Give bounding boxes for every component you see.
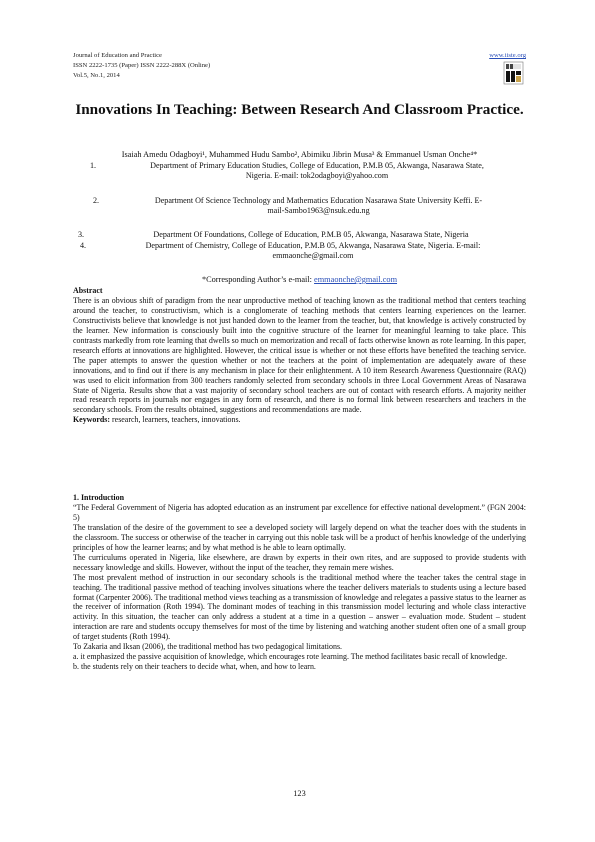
affiliation-line: Department of Primary Education Studies, College of Education, P.M.B 05, Akwanga, Nasarawa State,: [150, 161, 484, 170]
intro-paragraph: The most prevalent method of instruction in our secondary schools is the traditional method where the teacher takes the central stage in teaching. The traditional passive method of teaching involves situations where the teacher delivers materials to students using a lecture based format (Carpenter 2006). The traditional method views teaching as a transmission of knowledge and relegates a passive status to the learner as the receiver of information (Roth 1994). The dominant modes of teaching in this transmission model lecturing and whole class interactive activity. In this situation, the teacher can only address a student at a time in a question – answer – evaluation mode. Student – student interaction are rare and students occupy themselves for most of the time by listening and watching another student often one of a small group of target students (Roth 1994).: [73, 572, 526, 642]
affiliation-line: Department Of Foundations, College of Education, P.M.B 05, Akwanga, Nasarawa State, Nigeria: [153, 230, 469, 239]
running-header: [73, 51, 526, 91]
intro-paragraph: The translation of the desire of the government to see a developed society will largely depend on what the teacher does with the students in the classroom. The success or otherwise of the teacher in carrying out this noble task will be a product of her/his knowledge of the underlying principles of how the learner learns; and by what method is he able to learn optimally.: [73, 522, 526, 552]
page-number: 123: [293, 789, 306, 798]
keywords-label: Keywords:: [73, 415, 111, 425]
intro-paragraph: b. the students rely on their teachers to decide what, when, and how to learn.: [73, 662, 316, 672]
author-list: Isaiah Amedu Odagboyi¹, Muhammed Hudu Sambo², Abimiku Jibrin Musa³ & Emmanuel Usman Onche⁴*: [121, 150, 478, 159]
affiliation-1: [90, 161, 524, 181]
issn-line: ISSN 2222-1735 (Paper) ISSN 2222-288X (Online): [73, 62, 211, 69]
affiliation-line: mail-Sambo1963@nsuk.edu.ng: [267, 206, 370, 216]
keywords-line: [73, 415, 526, 425]
intro-paragraph: The curriculums operated in Nigeria, like elsewhere, are drawn by experts in their own rites, and are supposed to provide students with necessary knowledge and skills. However, without the input of the teacher, they remain mere wishes.: [73, 552, 526, 572]
affiliation-3: [78, 230, 524, 240]
affiliation-line: Department Of Science Technology and Mathematics Education Nasarawa State University Keffi. E-: [154, 196, 483, 205]
corresponding-label: *Corresponding Author’s e-mail:: [201, 275, 315, 284]
affiliation-line: Nigeria. E-mail: tok2odagboyi@yahoo.com: [245, 171, 389, 181]
keywords-text: research, learners, teachers, innovations.: [110, 415, 241, 425]
abstract-heading: Abstract: [73, 286, 103, 295]
abstract-text: There is an obvious shift of paradigm from the near unproductive method of teaching known as the traditional method that centers teaching around the teacher, to constructivism, which is a conglomerate of teaching methods that centers learning experiences on the learner. Constructivists believe that knowledge is not just handed down to the learner from the teacher, but, that knowledge is actively constructed by the learner. New information is consciously built into the cognitive structure of the learner for meaningful learning to take place. This contrasts markedly from rote learning that dwells so much on memorization and recall of facts otherwise known as rote learning. In this paper, research efforts at innovations are highlighted. However, the critical issue is whether or not these efforts have benefited the teaching service. The paper attempts to answer the question whether or not the teachers at the point of implementation are adequately aware of these innovations, and to find out if there is any mechanism in place for their enlightenment. A 10 item Research Awareness Questionnaire (RAQ) was used to elicit information from 300 teachers randomly selected from secondary schools in three Local Government Areas of Nasarawa State of Nigeria. Results show that a vast majority of secondary school teachers are out of contact with research efforts. A majority neither read research reports in journals nor engages in any form of research, and there is no formal link between researchers and teachers in the secondary schools. From the results obtained, suggestions and recommendations are made.: [73, 295, 526, 415]
intro-paragraph: a. it emphasized the passive acquisition of knowledge, which encourages rote learning. The method facilitates basic recall of knowledge.: [73, 652, 508, 662]
affiliation-line: emmaonche@gmail.com: [272, 251, 354, 261]
paper-title: Innovations In Teaching: Between Research And Classroom Practice.: [75, 101, 524, 118]
volume-line: Vol.5, No.1, 2014: [73, 72, 120, 79]
affiliation-4: [80, 241, 526, 261]
affiliation-number: 3.: [78, 230, 85, 239]
intro-paragraph: To Zakaria and Iksan (2006), the traditional method has two pedagogical limitations.: [73, 642, 343, 652]
affiliation-number: 2.: [93, 196, 100, 205]
abstract-section: [73, 286, 526, 425]
affiliation-2: [93, 196, 524, 216]
affiliation-number: 4.: [80, 241, 87, 250]
corresponding-author: [73, 275, 526, 285]
introduction-heading: 1. Introduction: [73, 493, 125, 502]
journal-name: Journal of Education and Practice: [73, 52, 162, 59]
corresponding-email-link[interactable]: emmaonche@gmail.com: [314, 275, 398, 284]
affiliation-number: 1.: [90, 161, 97, 170]
journal-url-link[interactable]: www.iiste.org: [489, 52, 526, 59]
iiste-logo: [503, 61, 524, 85]
affiliation-line: Department of Chemistry, College of Education, P.M.B 05, Akwanga, Nasarawa State, Nigeria. E-mail:: [145, 241, 481, 250]
introduction-section: [73, 493, 526, 672]
intro-paragraph: “The Federal Government of Nigeria has adopted education as an instrument par excellence for effective national development.” (FGN 2004: 5): [73, 502, 526, 522]
